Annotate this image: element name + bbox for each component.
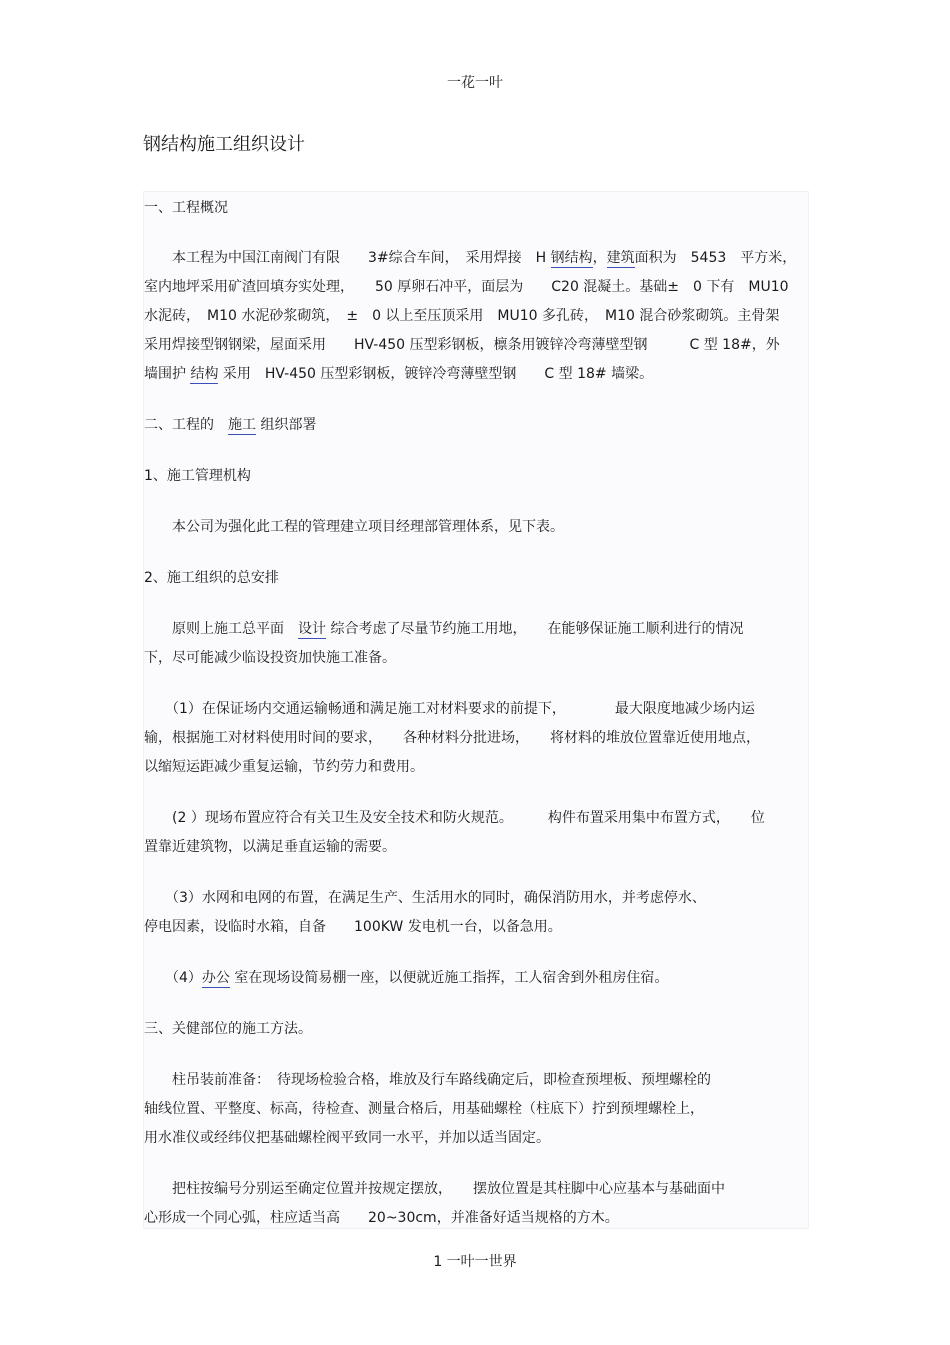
line-1-2 [144, 278, 789, 296]
text: 以缩短运距减少重复运输，节约劳力和费用。 [144, 759, 424, 775]
text: 面积为 5453 平方米， [634, 250, 797, 266]
link-construction[interactable]: 施工 [228, 417, 256, 433]
text: 三、关健部位的施工方法。 [144, 1021, 312, 1037]
line-3-1 [144, 1071, 711, 1089]
line-2-4 [144, 700, 755, 718]
line-2-1 [144, 518, 564, 536]
text: 水泥砖， M10 水泥砂浆砌筑， ± 0 以上至压顶采用 MU10 多孔砖， M10 混合砂浆砌筑。主骨架 [144, 308, 780, 324]
line-section-2-heading [144, 416, 316, 434]
line-3-2 [144, 1100, 704, 1118]
line-1-4 [144, 336, 780, 354]
line-2-2 [144, 620, 743, 638]
line-1-3 [144, 307, 779, 325]
text: 本工程为中国江南阀门有限 3#综合车间， 采用焊接 H [144, 250, 551, 266]
line-2-7 [144, 809, 765, 827]
text: ， [592, 250, 607, 266]
text: 二、工程的 [144, 417, 228, 433]
text: 室内地坪采用矿渣回填夯实处理， 50 厚卵石冲平，面层为 C20 混凝土。基础± 0 下有 MU10 [144, 279, 789, 295]
link-office[interactable]: 办公 [201, 970, 230, 986]
text: 2、施工组织的总安排 [144, 570, 279, 586]
link-structure[interactable]: 结构 [190, 366, 219, 382]
line-subheading-1 [144, 467, 251, 485]
text: 原则上施工总平面 [144, 621, 298, 637]
text: 轴线位置、平整度、标高，待检查、测量合格后，用基础螺栓（柱底下）拧到预埋螺栓上， [144, 1101, 704, 1117]
text: 把柱按编号分别运至确定位置并按规定摆放， 摆放位置是其柱脚中心应基本与基础面中 [144, 1181, 725, 1197]
line-1-5 [144, 365, 653, 383]
page-footer: 1 一叶一世界 [433, 1254, 517, 1270]
document-body [143, 191, 809, 1229]
text: 置靠近建筑物，以满足垂直运输的需要。 [144, 839, 396, 855]
text: 心形成一个同心弧，柱应适当高 20~30cm，并准备好适当规格的方木。 [144, 1210, 619, 1226]
text: 用水准仪或经纬仪把基础螺栓阀平致同一水平，并加以适当固定。 [144, 1130, 550, 1146]
line-section-1-heading [144, 199, 228, 217]
text: 室在现场设简易棚一座，以便就近施工指挥，工人宿舍到外租房住宿。 [229, 970, 669, 986]
link-steel-structure[interactable]: 钢结构 [550, 250, 593, 266]
text: 1、施工管理机构 [144, 468, 251, 484]
document-title: 钢结构施工组织设计 [143, 134, 305, 155]
line-2-5 [144, 729, 760, 747]
text: 柱吊装前准备： 待现场检验合格，堆放及行车路线确定后，即检查预埋板、预埋螺栓的 [144, 1072, 711, 1088]
line-section-3-heading [144, 1020, 312, 1038]
text: （3）水网和电网的布置，在满足生产、生活用水的同时，确保消防用水，并考虑停水、 [144, 890, 706, 906]
link-building[interactable]: 建筑 [606, 250, 635, 266]
text: 停电因素，设临时水箱，自备 100KW 发电机一台，以备急用。 [144, 919, 562, 935]
text: 采用焊接型钢钢梁，屋面采用 HV-450 压型彩钢板，檩条用镀锌冷弯薄壁型钢 C 型 18#，外 [144, 337, 780, 353]
text: （1）在保证场内交通运输畅通和满足施工对材料要求的前提下， 最大限度地减少场内运 [144, 701, 755, 717]
text: 墙围护 [144, 366, 191, 382]
text: （4） [144, 970, 202, 986]
line-3-4 [144, 1180, 725, 1198]
text: 本公司为强化此工程的管理建立项目经理部管理体系，见下表。 [144, 519, 564, 535]
line-subheading-2 [144, 569, 279, 587]
line-2-10 [144, 918, 562, 936]
line-2-3 [144, 649, 396, 667]
text: 综合考虑了尽量节约施工用地， 在能够保证施工顺利进行的情况 [326, 621, 744, 637]
text: 输，根据施工对材料使用时间的要求， 各种材料分批进场， 将材料的堆放位置靠近使用地点， [144, 730, 760, 746]
text: 组织部署 [256, 417, 317, 433]
line-1-1 [144, 249, 796, 267]
line-3-3 [144, 1129, 550, 1147]
line-2-6 [144, 758, 424, 776]
page-header: 一花一叶 [447, 75, 503, 91]
line-2-8 [144, 838, 396, 856]
text: (2 ）现场布置应符合有关卫生及安全技术和防火规范。 构件布置采用集中布置方式， 位 [144, 810, 765, 826]
text: 下，尽可能减少临设投资加快施工准备。 [144, 650, 396, 666]
text: 一、工程概况 [144, 200, 228, 216]
line-2-11 [144, 969, 668, 987]
line-2-9 [144, 889, 706, 907]
link-design[interactable]: 设计 [298, 621, 326, 637]
line-3-5 [144, 1209, 619, 1227]
text: 采用 HV-450 压型彩钢板，镀锌冷弯薄壁型钢 C 型 18# 墙梁。 [218, 366, 654, 382]
